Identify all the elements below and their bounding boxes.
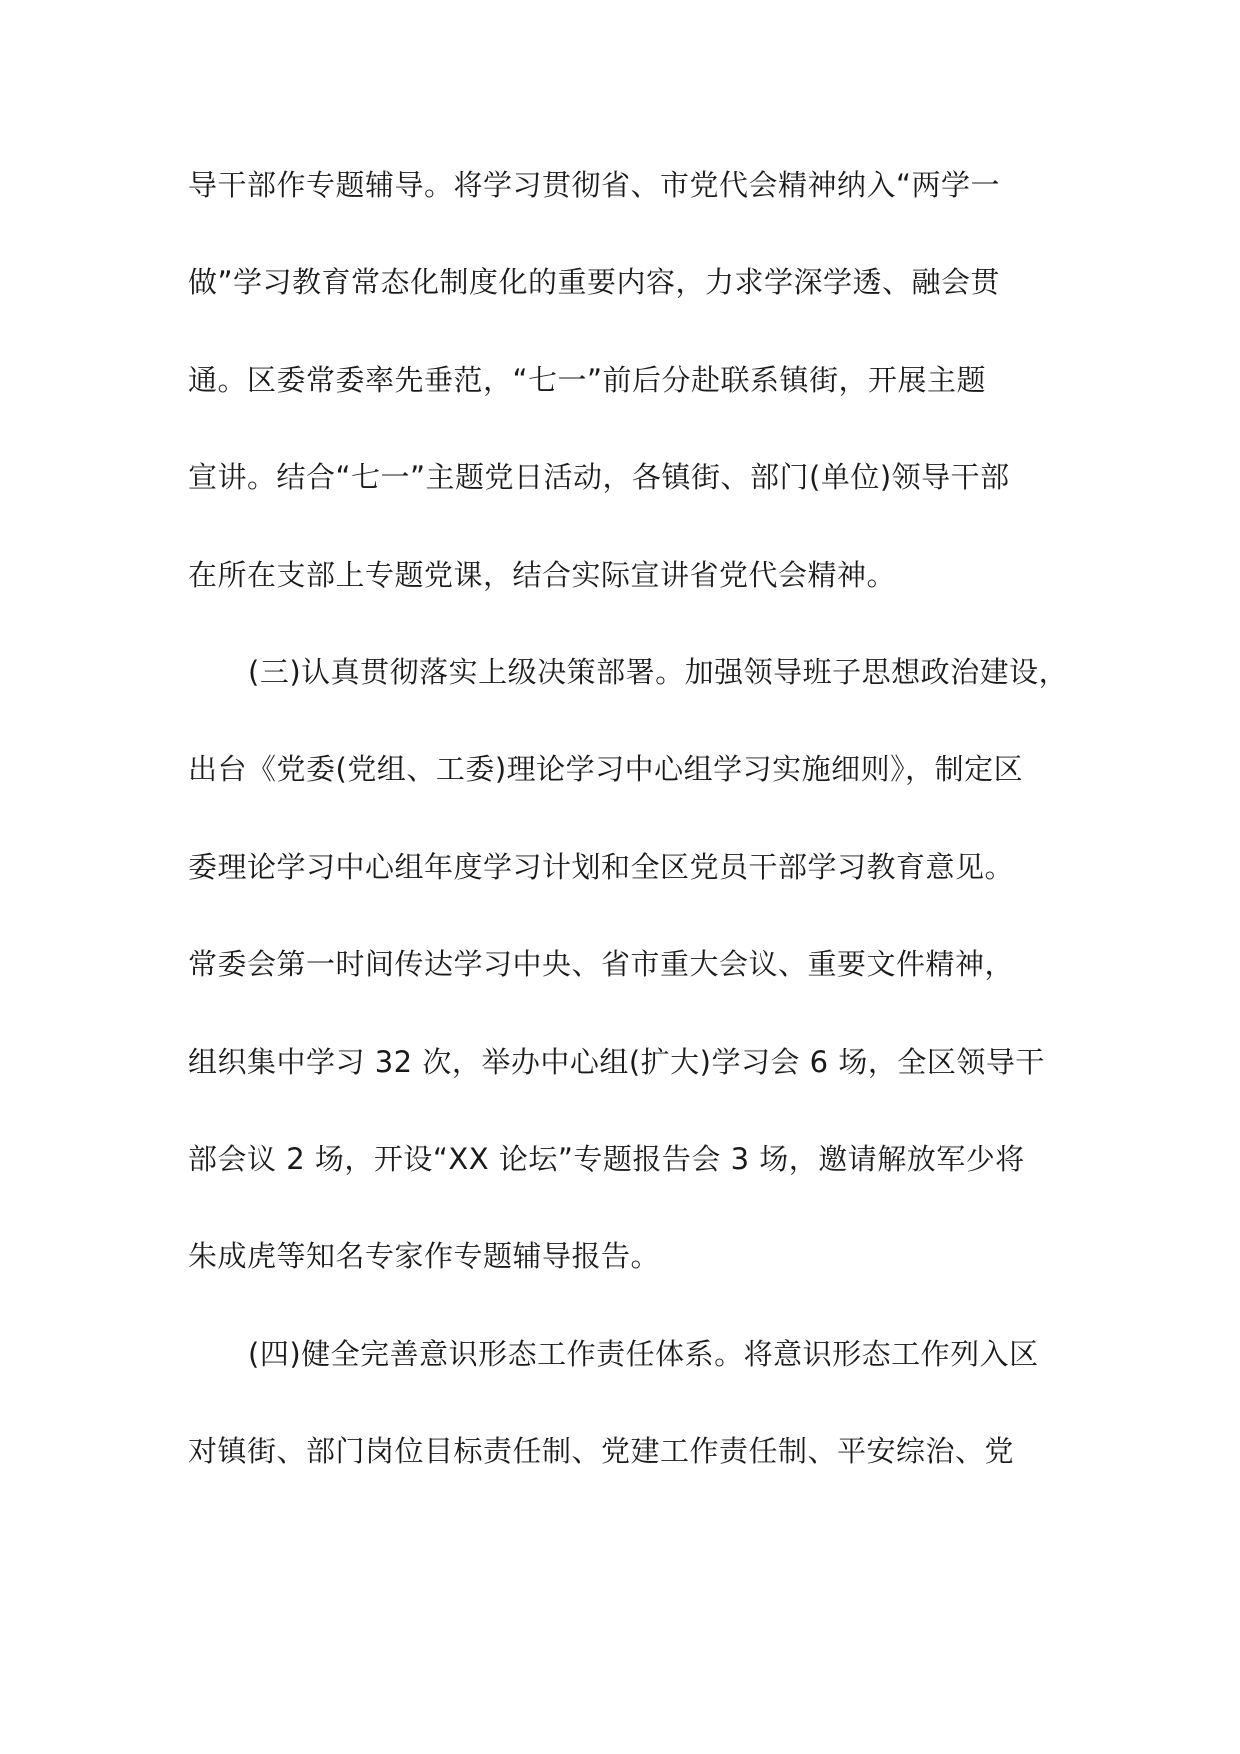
paragraph-1 (188, 168, 1088, 655)
text-line: (三)认真贯彻落实上级决策部署。加强领导班子思想政治建设， (248, 654, 1069, 689)
text-line: 在所在支部上专题党课，结合实际宣讲省党代会精神。 (188, 557, 897, 592)
text-line: 组织集中学习 32 次，举办中心组(扩大)学习会 6 场，全区领导干 (188, 1044, 1045, 1079)
text-line: 通。区委常委率先垂范，“七一”前后分赴联系镇街，开展主题 (188, 362, 987, 397)
text-line: 对镇街、部门岗位目标责任制、党建工作责任制、平安综治、党 (188, 1434, 1015, 1469)
text-line: 常委会第一时间传达学习中央、省市重大会议、重要文件精神， (188, 947, 1015, 982)
document-body (188, 168, 1088, 1531)
text-line: 朱成虎等知名专家作专题辅导报告。 (188, 1239, 661, 1274)
text-line: 委理论学习中心组年度学习计划和全区党员干部学习教育意见。 (188, 849, 1015, 884)
paragraph-2 (188, 655, 1088, 1337)
text-line: 宣讲。结合“七一”主题党日活动，各镇街、部门(单位)领导干部 (188, 460, 1010, 495)
text-line: 部会议 2 场，开设“XX 论坛”专题报告会 3 场，邀请解放军少将 (188, 1141, 1025, 1176)
text-line: (四)健全完善意识形态工作责任体系。将意识形态工作列入区 (248, 1336, 1039, 1371)
text-line: 做”学习教育常态化制度化的重要内容，力求学深学透、融会贯 (188, 265, 1001, 300)
text-line: 出台《党委(党组、工委)理论学习中心组学习实施细则》，制定区 (188, 752, 1024, 787)
text-line: 导干部作专题辅导。将学习贯彻省、市党代会精神纳入“两学一 (188, 168, 1001, 202)
paragraph-3 (188, 1337, 1088, 1532)
